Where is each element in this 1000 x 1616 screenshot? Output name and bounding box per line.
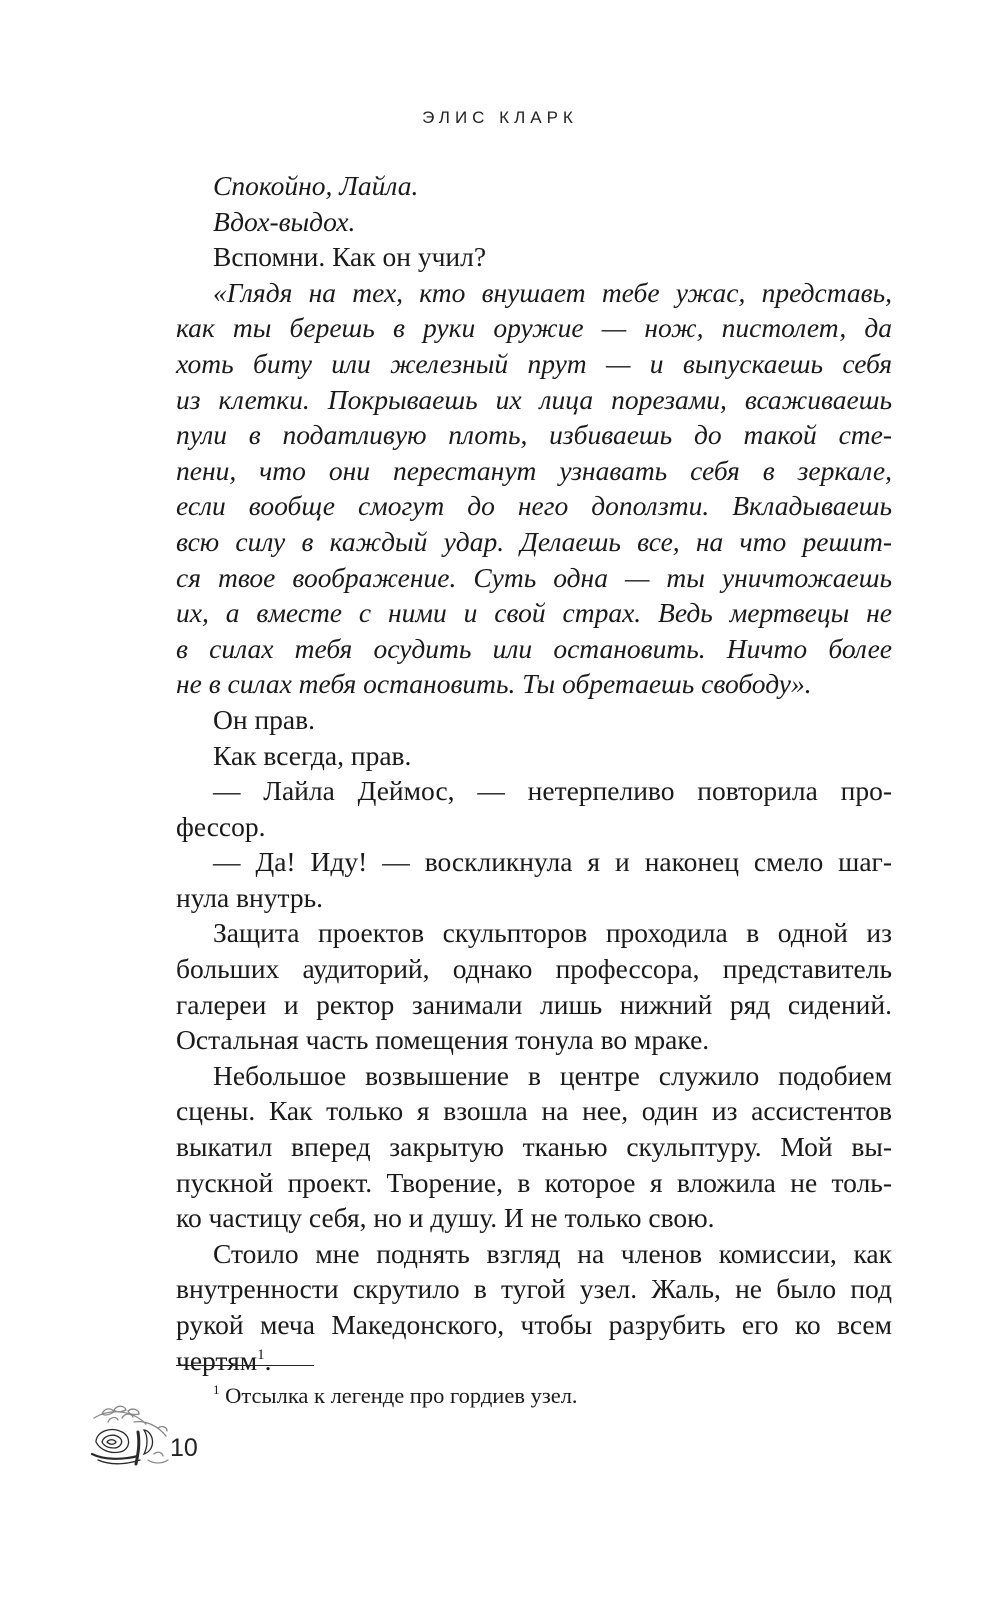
footnote (213, 1383, 578, 1409)
text-line: Вспомни. Как он учил? (213, 241, 487, 273)
text-line: нула внутрь. (176, 881, 324, 913)
text-line: внутренности скрутило в тугой узел. Жаль, не было под (176, 1273, 892, 1305)
text-line: пени, что они перестанут узнавать себя в зеркале, (176, 454, 892, 486)
text-line: в силах тебя осудить или остановить. Ничто более (176, 632, 892, 664)
text-line: — Да! Иду! — воскликнула я и наконец смело шаг- (213, 846, 892, 878)
text-line: из клетки. Покрываешь их лица порезами, всаживаешь (176, 383, 892, 415)
text-line: всю силу в каждый удар. Делаешь все, на что решит- (176, 525, 892, 557)
text-line: пули в податливую плоть, избиваешь до такой сте- (176, 419, 892, 451)
text-line: «Глядя на тех, кто внушает тебе ужас, представь, (213, 276, 892, 308)
text-line: чертям$^1$. (176, 1344, 272, 1376)
text-line: ся твое воображение. Суть одна — ты уничтожаешь (176, 561, 892, 593)
text-line: ко частицу себя, но и душу. И не только свою. (176, 1202, 715, 1234)
text-line: если вообще смогут до него доползти. Вкладываешь (176, 490, 892, 522)
running-head: ЭЛИС КЛАРК (422, 108, 578, 127)
text-line: Стоило мне поднять взгляд на членов комиссии, как (213, 1237, 892, 1269)
text-line: Остальная часть помещения тонула во мраке. (176, 1024, 710, 1056)
text-line: не в силах тебя остановить. Ты обретаешь свободу». (176, 668, 812, 700)
text-line: пускной проект. Творение, в которое я вложила не толь- (176, 1166, 892, 1198)
text-line: хоть биту или железный прут — и выпускаешь себя (176, 347, 892, 379)
footnote-text: Отсылка к легенде про гордиев узел. (225, 1383, 578, 1408)
footnote-reference: 1 (257, 1346, 265, 1363)
text-line: Небольшое возвышение в центре служило подобием (213, 1059, 892, 1091)
footnote-rule (176, 1365, 314, 1366)
text-line: фессор. (176, 810, 266, 842)
text-line: сцены. Как только я взошла на нее, один из ассистентов (176, 1095, 892, 1127)
text-line: как ты берешь в руки оружие — нож, пистолет, да (176, 312, 892, 344)
text-line: — Лайла Деймос, — нетерпеливо повторила про- (213, 775, 892, 807)
text-line: Вдох-выдох. (213, 205, 356, 237)
text-line: выкатил вперед закрытую тканью скульптуру. Мой вы- (176, 1131, 892, 1163)
text-line: Как всегда, прав. (213, 739, 412, 771)
page-number: 10 (170, 1434, 198, 1462)
footnote-marker: 1 (213, 1382, 220, 1397)
text-line: их, а вместе с ними и свой страх. Ведь мертвецы не (176, 597, 892, 629)
text-line: Защита проектов скульпторов проходила в одной из (213, 917, 892, 949)
text-line: галереи и ректор занимали лишь нижний ряд сидений. (176, 988, 892, 1020)
main-text (176, 168, 892, 1378)
text-line: Спокойно, Лайла. (213, 170, 419, 201)
text-line: рукой меча Македонского, чтобы разрубить его ко всем (176, 1309, 892, 1340)
text-line: Он прав. (213, 703, 315, 735)
text-line: больших аудиторий, однако профессора, представитель (176, 953, 892, 985)
